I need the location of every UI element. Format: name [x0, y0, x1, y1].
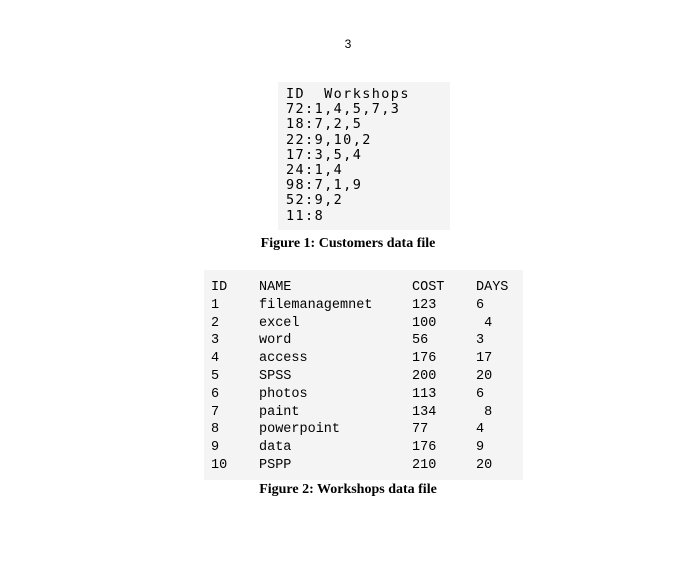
cell-days: 4 [476, 315, 493, 331]
table-row [204, 386, 523, 404]
cell-id: 4 [211, 351, 220, 367]
figure-2-caption: Figure 2: Workshops data file [259, 482, 437, 497]
cell-name: access [259, 351, 308, 367]
table-header-row [204, 279, 523, 297]
cell-cost: 200 [412, 369, 437, 384]
cell-days: 3 [476, 333, 485, 349]
cell-name: word [259, 333, 292, 349]
cell-name: paint [259, 404, 300, 420]
table-row [204, 439, 523, 457]
customer-line: 52:9,2 [286, 192, 344, 209]
cell-name: excel [259, 315, 300, 331]
cell-days: 4 [476, 422, 485, 438]
cell-days: 6 [476, 386, 485, 402]
cell-id: 2 [211, 315, 220, 331]
cell-id: 1 [211, 297, 220, 313]
cell-cost: 176 [412, 440, 437, 456]
customer-line: 22:9,10,2 [286, 131, 372, 148]
figure-1-caption: Figure 1: Customers data file [260, 236, 436, 251]
cell-id: 7 [211, 404, 220, 420]
customer-line: 17:3,5,4 [286, 146, 363, 163]
header-id: ID [211, 280, 228, 295]
table-row [204, 332, 523, 350]
customers-data-file-figure [278, 82, 450, 230]
workshops-data-table [204, 270, 523, 480]
cell-days: 17 [476, 351, 493, 367]
header-cost: COST [412, 280, 445, 295]
table-row [204, 421, 523, 439]
cell-cost: 100 [412, 315, 437, 331]
cell-name: PSPP [259, 458, 292, 473]
cell-id: 6 [211, 386, 220, 402]
cell-days: 20 [476, 458, 493, 473]
cell-cost: 56 [412, 333, 429, 349]
cell-name: powerpoint [259, 422, 341, 438]
customers-header-line: ID Workshops [286, 86, 410, 102]
table-row [204, 315, 523, 333]
cell-id: 10 [211, 458, 228, 473]
cell-id: 5 [211, 369, 220, 384]
customer-line: 18:7,2,5 [286, 116, 363, 133]
header-name: NAME [259, 280, 292, 295]
table-row [204, 350, 523, 368]
table-row [204, 297, 523, 315]
cell-name: photos [259, 386, 308, 402]
customer-line: 24:1,4 [286, 161, 344, 178]
cell-cost: 77 [412, 422, 429, 438]
cell-days: 20 [476, 369, 493, 384]
cell-cost: 210 [412, 458, 437, 473]
customer-line: 72:1,4,5,7,3 [286, 101, 401, 118]
header-days: DAYS [476, 280, 509, 295]
customer-line: 98:7,1,9 [286, 177, 363, 194]
cell-cost: 123 [412, 297, 437, 313]
table-row [204, 368, 523, 386]
cell-cost: 134 [412, 404, 437, 420]
cell-id: 8 [211, 422, 220, 438]
cell-days: 9 [476, 440, 485, 456]
cell-id: 9 [211, 440, 220, 456]
cell-name: filemanagemnet [259, 297, 373, 313]
table-row [204, 404, 523, 422]
cell-id: 3 [211, 333, 220, 349]
table-row [204, 457, 523, 475]
cell-name: data [259, 440, 292, 456]
cell-cost: 176 [412, 351, 437, 367]
page-number: 3 [344, 37, 352, 51]
customer-line: 11:8 [286, 207, 325, 224]
cell-name: SPSS [259, 369, 292, 384]
cell-days: 8 [476, 404, 493, 420]
cell-days: 6 [476, 297, 485, 313]
cell-cost: 113 [412, 386, 437, 402]
